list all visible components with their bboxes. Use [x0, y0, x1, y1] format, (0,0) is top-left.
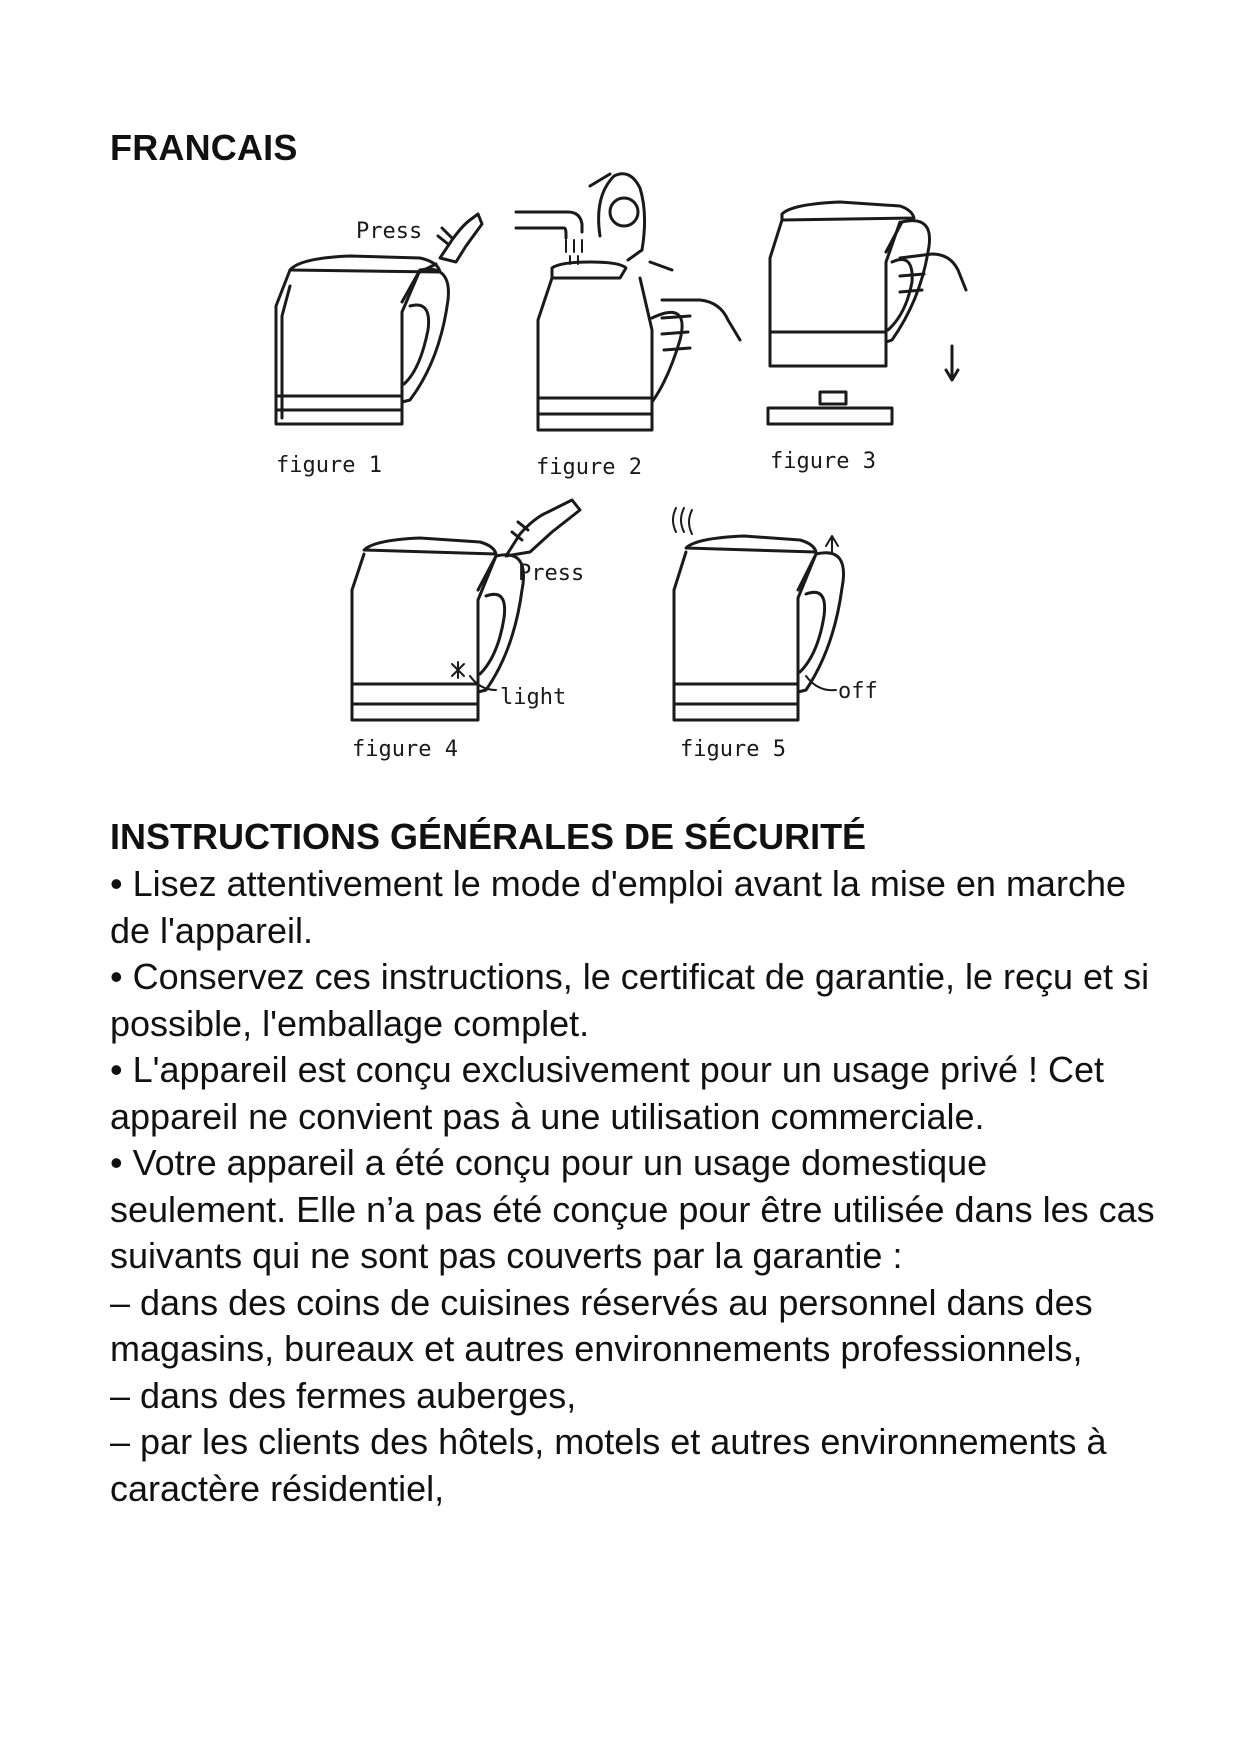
safety-title: INSTRUCTIONS GÉNÉRALES DE SÉCURITÉ	[110, 816, 867, 857]
safety-item: • Conservez ces instructions, le certificat de garantie, le reçu et si possible, l'emballage complet.	[110, 956, 1150, 1044]
figure-2-kettle-drawing	[516, 174, 740, 430]
page-heading: FRANCAIS	[110, 127, 298, 168]
figure-5-kettle-drawing	[673, 508, 844, 720]
safety-item: – par les clients des hôtels, motels et autres environnements à caractère résidentiel,	[110, 1421, 1107, 1509]
safety-instructions-section	[110, 813, 1170, 1512]
pressing-hand-icon-4	[506, 500, 580, 556]
safety-item: • Votre appareil a été conçu pour un usage domestique seulement. Elle n’a pas été conçue pour être utilisée dans les cas suivants qui ne sont pas couverts par la garantie :	[110, 1142, 1155, 1276]
light-indicator-icon	[452, 662, 464, 678]
safety-item: • Lisez attentivement le mode d'emploi avant la mise en marche de l'appareil.	[110, 863, 1126, 951]
figure-3-label: figure 3	[770, 449, 876, 474]
figure-1-kettle-drawing	[276, 214, 482, 424]
figure-3-kettle-drawing	[768, 202, 966, 424]
holding-hand-icon	[662, 300, 740, 350]
figure-5-off-label: off	[838, 679, 878, 704]
down-arrow-icon	[946, 346, 958, 380]
figure-4-press-label: Press	[518, 561, 585, 586]
figure-4-light-label: light	[500, 685, 567, 710]
safety-item: – dans des fermes auberges,	[110, 1374, 577, 1416]
figure-2-label: figure 2	[536, 455, 642, 480]
figure-4-label: figure 4	[352, 737, 458, 762]
safety-item: • L'appareil est conçu exclusivement pour un usage privé ! Cet appareil ne convient pas à une utilisation commerciale.	[110, 1049, 1105, 1137]
figure-5-label: figure 5	[680, 737, 786, 762]
kettle-usage-illustration	[0, 0, 1241, 800]
up-arrow-icon	[826, 536, 838, 552]
figure-1-press-label: Press	[356, 219, 423, 244]
safety-item: – dans des coins de cuisines réservés au personnel dans des magasins, bureaux et autres environnements professionnels,	[110, 1281, 1093, 1369]
pressing-hand-icon	[440, 214, 482, 262]
steam-icon	[673, 508, 692, 534]
figure-1-label: figure 1	[276, 453, 382, 478]
